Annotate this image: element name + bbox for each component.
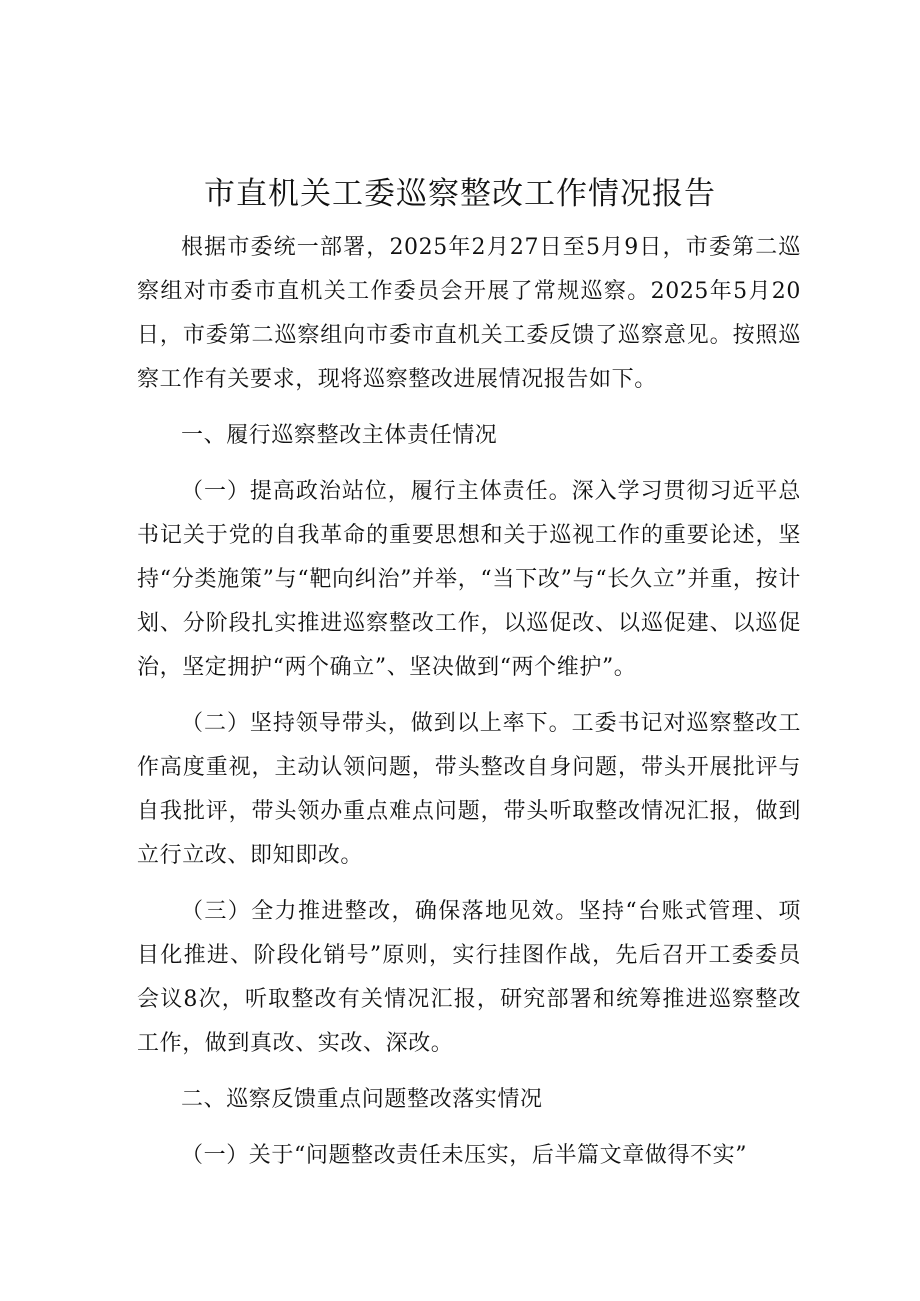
- intro-paragraph: 根据市委统一部署，2025年2月27日至5月9日，市委第二巡察组对市委市直机关工作委员会开展了常规巡察。2025年5月20日，市委第二巡察组向市委市直机关工委反馈了巡察意见。按照巡察工作有关要求，现将巡察整改进展情况报告如下。: [137, 235, 801, 392]
- section1-item-3: （三）全力推进整改，确保落地见效。坚持“台账式管理、项目化推进、阶段化销号”原则，实行挂图作战，先后召开工委委员会议8次，听取整改有关情况汇报，研究部署和统筹推进巡察整改工作，做到真改、实改、深改。: [137, 899, 801, 1056]
- document-title: 市直机关工委巡察整改工作情况报告: [204, 176, 716, 212]
- section2-item-1: （一）关于“问题整改责任未压实，后半篇文章做得不实”: [181, 1143, 748, 1168]
- section-heading-1: 一、履行巡察整改主体责任情况: [181, 423, 498, 448]
- document-body: [137, 226, 801, 1178]
- section1-item-1: （一）提高政治站位，履行主体责任。深入学习贯彻习近平总书记关于党的自我革命的重要思想和关于巡视工作的重要论述，坚持“分类施策”与“靶向纠治”并举，“当下改”与“长久立”并重，按计划、分阶段扎实推进巡察整改工作，以巡促改、以巡促建、以巡促治，坚定拥护“两个确立”、坚决做到“两个维护”。: [137, 479, 801, 680]
- section1-item-2: （二）坚持领导带头，做到以上率下。工委书记对巡察整改工作高度重视，主动认领问题，带头整改自身问题，带头开展批评与自我批评，带头领办重点难点问题，带头听取整改情况汇报，做到立行立改、即知即改。: [137, 711, 801, 868]
- section-heading-2: 二、巡察反馈重点问题整改落实情况: [181, 1087, 543, 1112]
